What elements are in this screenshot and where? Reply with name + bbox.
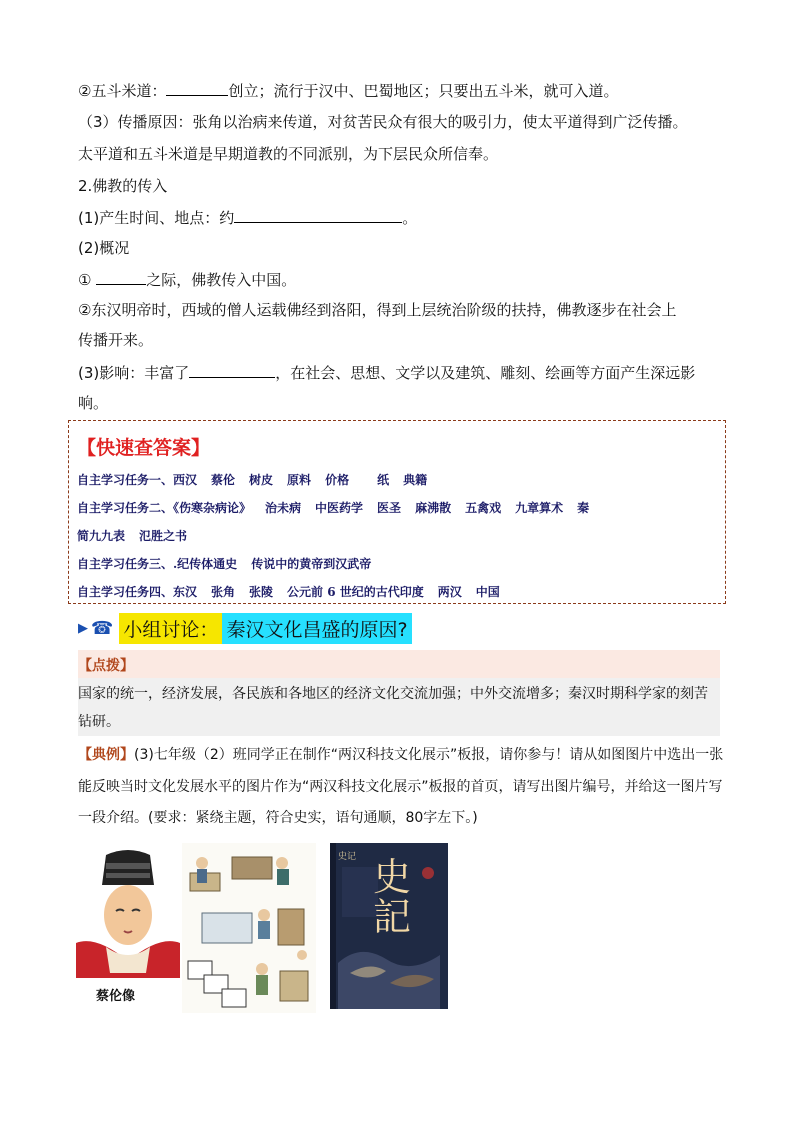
fill-blank[interactable] bbox=[234, 207, 402, 223]
discussion-topic: 秦汉文化昌盛的原因? bbox=[222, 613, 411, 644]
answer-item: 传说中的黄帝到汉武帝 bbox=[251, 557, 372, 571]
fill-blank[interactable] bbox=[96, 269, 146, 285]
book-small-label: 史记 bbox=[338, 852, 357, 862]
example-tag: 【典例】 bbox=[78, 747, 134, 763]
hint-line-1: 国家的统一，经济发展，各民族和各地区的经济文化交流加强；中外交流增多；秦汉时期科学家的刻苦 bbox=[78, 686, 708, 702]
answer-item: 原料 bbox=[287, 473, 312, 487]
answer-item: 简九九表 bbox=[77, 529, 126, 543]
answer-box bbox=[68, 420, 726, 604]
text: (3)七年级（2）班同学正在制作“两汉科技文化展示”板报，请你参与！请从如图图片中选出一张 bbox=[134, 747, 724, 763]
text: 。 bbox=[402, 209, 418, 227]
phone-icon: ☎ bbox=[91, 617, 114, 639]
answer-item: 五禽戏 bbox=[465, 501, 502, 515]
example-line-1 bbox=[78, 745, 723, 765]
text: ②五斗米道： bbox=[78, 82, 167, 100]
hint-line-2: 钻研。 bbox=[78, 714, 120, 730]
answer-item: 氾胜之书 bbox=[139, 529, 188, 543]
answer-item: 蔡伦 bbox=[211, 473, 236, 487]
book-title: 史記 bbox=[372, 855, 411, 939]
papermaking-illustration-image bbox=[182, 843, 316, 1013]
answer-row-4 bbox=[77, 555, 385, 572]
text-line-2: （3）传播原因：张角以治病来传道，对贫苦民众有很大的吸引力，使太平道得到广泛传播。 bbox=[78, 113, 688, 131]
text: (3)影响：丰富了 bbox=[78, 364, 190, 382]
answer-item: 两汉 bbox=[437, 585, 462, 599]
text-line-6: (2)概况 bbox=[78, 239, 130, 257]
answer-item: 自主学习任务三、.纪传体通史 bbox=[77, 557, 238, 571]
text-line-8: ②东汉明帝时，西域的僧人运载佛经到洛阳，得到上层统治阶级的扶持，佛教逐步在社会上 bbox=[78, 301, 677, 319]
answer-row-1 bbox=[77, 471, 441, 488]
answer-item: 医圣 bbox=[377, 501, 402, 515]
answer-item: 九章算术 bbox=[515, 501, 564, 515]
text-line-5 bbox=[78, 207, 417, 228]
fill-blank[interactable] bbox=[166, 80, 228, 96]
section-heading: 2.佛教的传入 bbox=[78, 177, 168, 195]
hint-header bbox=[78, 650, 720, 678]
example-line-3: 一段介绍。(要求：紧绕主题，符合史实，语句通顺，80字左下。) bbox=[78, 810, 478, 826]
text-line-3: 太平道和五斗米道是早期道教的不同派别，为下层民众所信奉。 bbox=[78, 145, 499, 163]
portrait-caption: 蔡伦像 bbox=[96, 989, 136, 1003]
text: 创立；流行于汉中、巴蜀地区；只要出五斗米，就可入道。 bbox=[228, 82, 619, 100]
answer-item: 治未病 bbox=[265, 501, 302, 515]
fill-blank[interactable] bbox=[189, 362, 275, 378]
answer-item: 纸 bbox=[377, 473, 390, 487]
answer-item: 秦 bbox=[577, 501, 590, 515]
answer-item: 典籍 bbox=[403, 473, 428, 487]
answer-row-3 bbox=[77, 527, 201, 544]
text-line-11: 响。 bbox=[78, 394, 109, 412]
answer-item: 自主学习任务二、《伤寒杂病论》 bbox=[77, 501, 252, 515]
text-line-7 bbox=[78, 269, 296, 290]
portrait-illustration bbox=[76, 843, 180, 1003]
shiji-book-image bbox=[330, 843, 448, 1009]
answer-item: 树皮 bbox=[249, 473, 274, 487]
text-line-10 bbox=[78, 362, 695, 383]
example-line-2: 能反映当时文化发展水平的图片作为“两汉科技文化展示”板报的首页，请写出图片编号，并给这一图片写 bbox=[78, 779, 723, 795]
answer-item: 自主学习任务四、东汉 bbox=[77, 585, 198, 599]
papermaking-scene bbox=[182, 843, 316, 1013]
answer-item: 价格 bbox=[325, 473, 350, 487]
hint-title: 【点拨】 bbox=[78, 658, 134, 674]
text: ，在社会、思想、文学以及建筑、雕刻、绘画等方面产生深远影 bbox=[275, 364, 696, 382]
answer-item: 张角 bbox=[211, 585, 236, 599]
answer-item: 中医药学 bbox=[315, 501, 364, 515]
answer-item: 麻沸散 bbox=[415, 501, 452, 515]
answer-title: 【快速查答案】 bbox=[77, 437, 211, 459]
text-line-1 bbox=[78, 80, 618, 101]
hint-body bbox=[78, 678, 720, 736]
answer-item: 张陵 bbox=[249, 585, 274, 599]
text-line-9: 传播开来。 bbox=[78, 331, 154, 349]
answer-item: 公元前 6 世纪的古代印度 bbox=[287, 585, 424, 599]
cai-lun-portrait-image bbox=[76, 843, 180, 1003]
discussion-heading bbox=[78, 612, 412, 644]
answer-item: 中国 bbox=[475, 585, 500, 599]
discussion-label: 小组讨论： bbox=[119, 613, 222, 644]
text: (1)产生时间、地点：约 bbox=[78, 209, 235, 227]
answer-row-2 bbox=[77, 499, 603, 516]
answer-item: 自主学习任务一、西汉 bbox=[77, 473, 198, 487]
text: 之际，佛教传入中国。 bbox=[146, 271, 297, 289]
triangle-bullet-icon: ▶ bbox=[78, 620, 88, 636]
text: ① bbox=[78, 271, 92, 289]
answer-row-5 bbox=[77, 583, 514, 600]
